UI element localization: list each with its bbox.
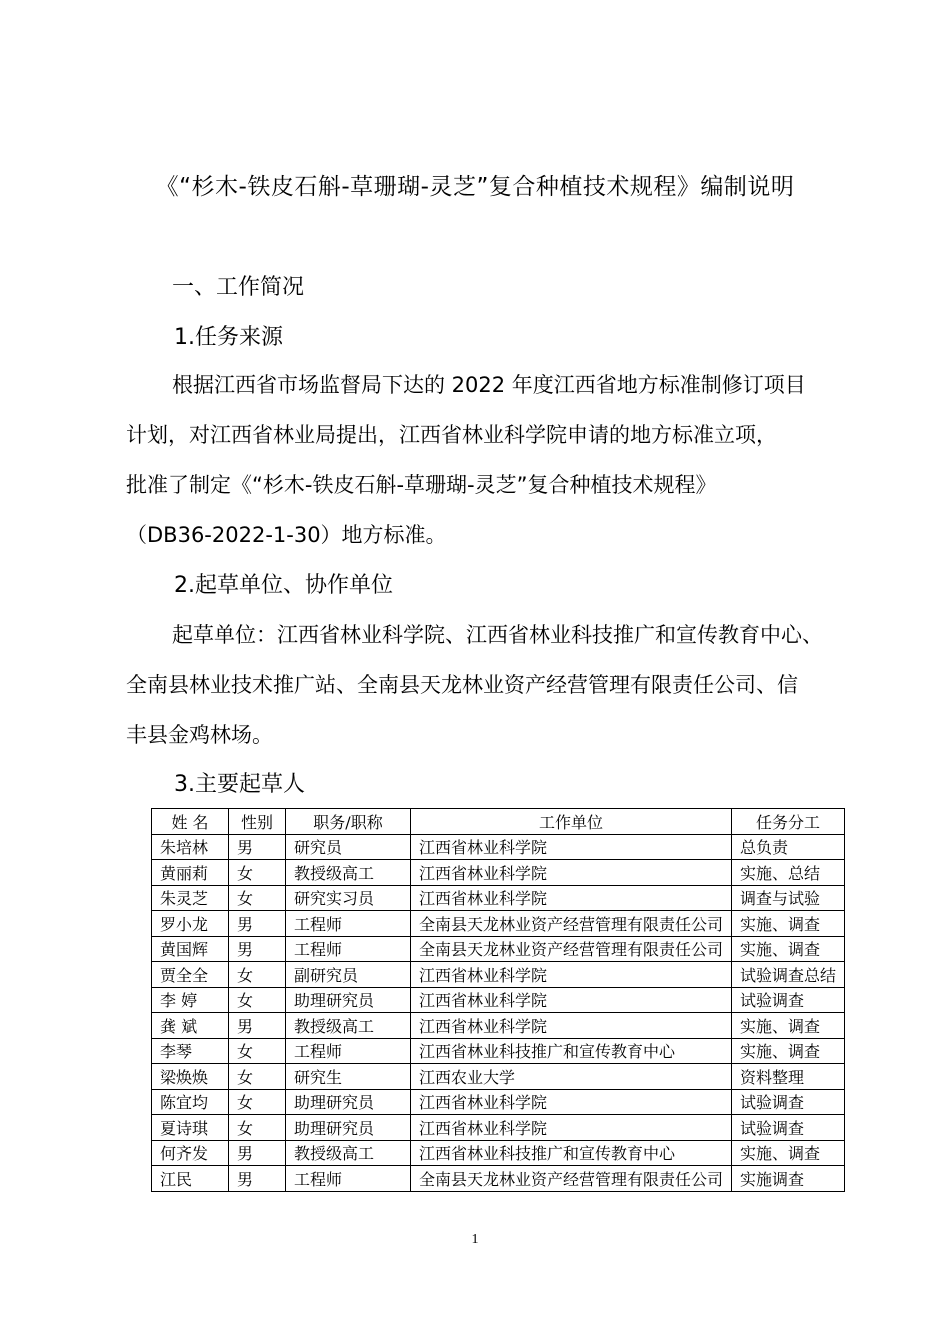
column-header-gender: 性别	[229, 809, 286, 835]
cell-duty: 试验调查总结	[732, 962, 845, 988]
cell-gender: 男	[229, 1166, 286, 1192]
cell-duty: 试验调查	[732, 1089, 845, 1115]
paragraph-line: 全南县林业技术推广站、全南县天龙林业资产经营管理有限责任公司、信	[126, 673, 798, 697]
paragraph-line: 丰县金鸡林场。	[126, 723, 273, 747]
cell-name: 罗小龙	[152, 911, 229, 937]
cell-duty: 实施、调查	[732, 1013, 845, 1039]
cell-gender: 女	[229, 987, 286, 1013]
paragraph-units	[126, 610, 846, 760]
cell-name: 李 婷	[152, 987, 229, 1013]
cell-name: 黄丽莉	[152, 860, 229, 886]
cell-gender: 女	[229, 1064, 286, 1090]
cell-duty: 实施、调查	[732, 911, 845, 937]
cell-name: 江民	[152, 1166, 229, 1192]
column-header-unit: 工作单位	[411, 809, 732, 835]
table-row	[152, 911, 845, 937]
paragraph-line: 根据江西省市场监督局下达的 2022 年度江西省地方标准制修订项目	[172, 373, 806, 397]
cell-duty: 试验调查	[732, 987, 845, 1013]
column-header-duty: 任务分工	[732, 809, 845, 835]
cell-duty: 调查与试验	[732, 885, 845, 911]
subsection-heading-drafters: 3.主要起草人	[174, 772, 305, 797]
table-body	[152, 834, 845, 1191]
table-row	[152, 860, 845, 886]
cell-name: 夏诗琪	[152, 1115, 229, 1141]
subsection-heading-units: 2.起草单位、协作单位	[174, 573, 393, 598]
cell-unit: 江西省林业科学院	[411, 1013, 732, 1039]
cell-unit: 江西省林业科学院	[411, 1115, 732, 1141]
cell-name: 龚 斌	[152, 1013, 229, 1039]
cell-name: 朱灵芝	[152, 885, 229, 911]
cell-gender: 女	[229, 860, 286, 886]
cell-title: 教授级高工	[286, 1140, 411, 1166]
cell-name: 梁焕焕	[152, 1064, 229, 1090]
cell-title: 工程师	[286, 911, 411, 937]
cell-gender: 女	[229, 1115, 286, 1141]
cell-title: 工程师	[286, 1166, 411, 1192]
subsection-heading-task-source: 1.任务来源	[174, 325, 283, 350]
table-row	[152, 885, 845, 911]
cell-title: 助理研究员	[286, 1115, 411, 1141]
cell-unit: 江西农业大学	[411, 1064, 732, 1090]
table-row	[152, 1166, 845, 1192]
cell-title: 研究生	[286, 1064, 411, 1090]
table-header-row	[152, 809, 845, 835]
paragraph-task-source	[126, 360, 846, 560]
column-header-title: 职务/职称	[286, 809, 411, 835]
cell-unit: 江西省林业科技推广和宣传教育中心	[411, 1038, 732, 1064]
cell-duty: 总负责	[732, 834, 845, 860]
table-row	[152, 834, 845, 860]
cell-gender: 男	[229, 1140, 286, 1166]
cell-unit: 江西省林业科学院	[411, 885, 732, 911]
table-row	[152, 987, 845, 1013]
cell-name: 朱培林	[152, 834, 229, 860]
paragraph-line: （DB36-2022-1-30）地方标准。	[126, 523, 447, 547]
cell-title: 研究实习员	[286, 885, 411, 911]
cell-duty: 实施、总结	[732, 860, 845, 886]
cell-title: 教授级高工	[286, 1013, 411, 1039]
cell-title: 工程师	[286, 936, 411, 962]
cell-title: 副研究员	[286, 962, 411, 988]
cell-name: 黄国辉	[152, 936, 229, 962]
cell-unit: 全南县天龙林业资产经营管理有限责任公司	[411, 911, 732, 937]
paragraph-line: 起草单位：江西省林业科学院、江西省林业科技推广和宣传教育中心、	[172, 623, 823, 647]
table-row	[152, 1140, 845, 1166]
table-row	[152, 1038, 845, 1064]
cell-unit: 全南县天龙林业资产经营管理有限责任公司	[411, 936, 732, 962]
table-row	[152, 936, 845, 962]
cell-unit: 江西省林业科技推广和宣传教育中心	[411, 1140, 732, 1166]
cell-unit: 江西省林业科学院	[411, 1089, 732, 1115]
cell-title: 助理研究员	[286, 987, 411, 1013]
document-title: 《“杉木-铁皮石斛-草珊瑚-灵芝”复合种植技术规程》编制说明	[155, 174, 795, 200]
cell-name: 贾全全	[152, 962, 229, 988]
column-header-name: 姓 名	[152, 809, 229, 835]
section-heading: 一、工作简况	[172, 275, 305, 300]
cell-duty: 实施、调查	[732, 1140, 845, 1166]
table-row	[152, 962, 845, 988]
cell-duty: 实施、调查	[732, 936, 845, 962]
cell-gender: 男	[229, 936, 286, 962]
cell-gender: 男	[229, 911, 286, 937]
cell-unit: 江西省林业科学院	[411, 860, 732, 886]
cell-unit: 江西省林业科学院	[411, 834, 732, 860]
cell-gender: 女	[229, 1038, 286, 1064]
cell-title: 研究员	[286, 834, 411, 860]
table-row	[152, 1115, 845, 1141]
drafters-table	[151, 808, 845, 1192]
cell-name: 陈宜均	[152, 1089, 229, 1115]
cell-gender: 男	[229, 834, 286, 860]
table-row	[152, 1089, 845, 1115]
cell-gender: 女	[229, 885, 286, 911]
cell-unit: 江西省林业科学院	[411, 962, 732, 988]
cell-duty: 资料整理	[732, 1064, 845, 1090]
cell-title: 助理研究员	[286, 1089, 411, 1115]
cell-unit: 江西省林业科学院	[411, 987, 732, 1013]
cell-unit: 全南县天龙林业资产经营管理有限责任公司	[411, 1166, 732, 1192]
paragraph-line: 计划，对江西省林业局提出，江西省林业科学院申请的地方标准立项，	[126, 423, 777, 447]
cell-gender: 女	[229, 962, 286, 988]
page-number: 1	[471, 1232, 479, 1247]
cell-duty: 试验调查	[732, 1115, 845, 1141]
paragraph-line: 批准了制定《“杉木-铁皮石斛-草珊瑚-灵芝”复合种植技术规程》	[126, 473, 717, 497]
cell-duty: 实施、调查	[732, 1038, 845, 1064]
cell-gender: 女	[229, 1089, 286, 1115]
cell-title: 教授级高工	[286, 860, 411, 886]
cell-name: 何齐发	[152, 1140, 229, 1166]
cell-duty: 实施调查	[732, 1166, 845, 1192]
table-row	[152, 1013, 845, 1039]
cell-name: 李琴	[152, 1038, 229, 1064]
table-row	[152, 1064, 845, 1090]
cell-title: 工程师	[286, 1038, 411, 1064]
cell-gender: 男	[229, 1013, 286, 1039]
